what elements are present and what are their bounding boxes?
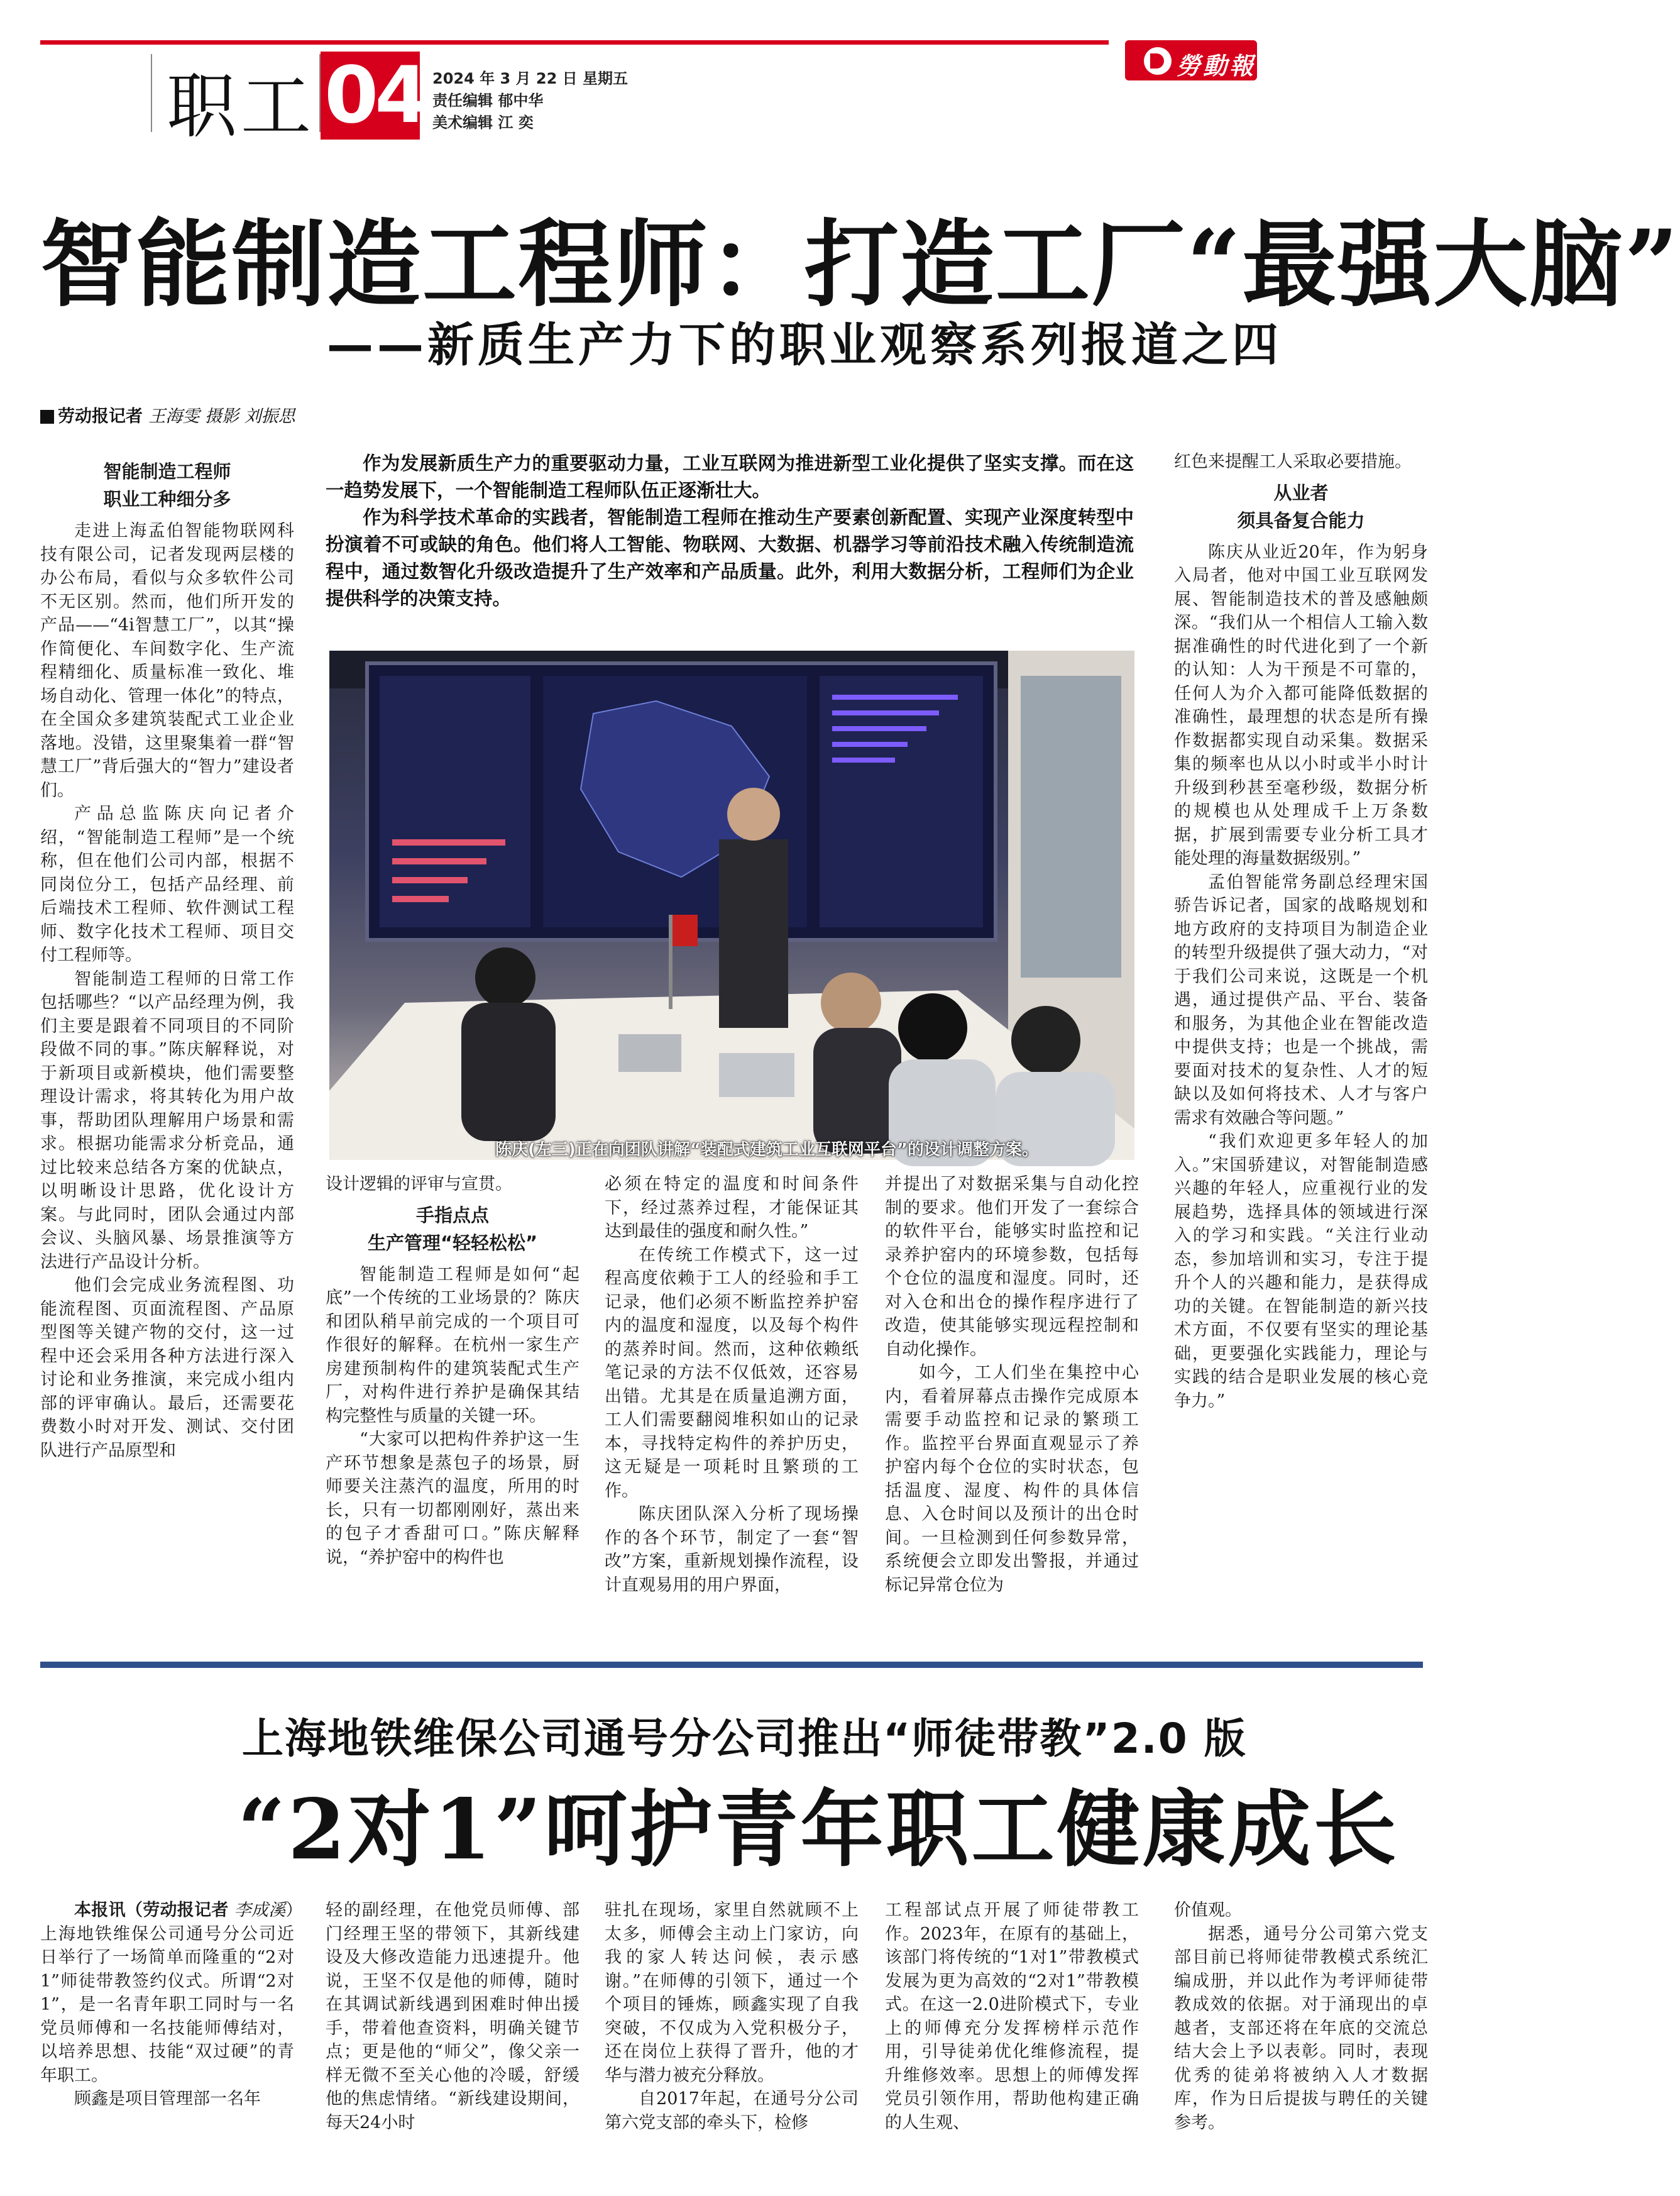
body-paragraph: 必须在特定的温度和时间条件下，经过蒸养过程，才能保证其达到最佳的强度和耐久性。”	[605, 1174, 859, 1241]
lead-paragraph: 作为科学技术革命的实践者，智能制造工程师在推动生产要素创新配置、实现产业深度转型中扮演着不可或缺的角色。他们将人工智能、物联网、大数据、机器学习等前沿技术融入传统制造流程中，通过数智化升级改造提升了生产效率和产品质量。此外，利用大数据分析，工程师们为企业提供科学的决策支持。	[326, 507, 1134, 609]
byline-label: 劳动报记者	[58, 407, 143, 426]
story2-column-3	[605, 1899, 859, 2178]
body-paragraph: ）上海地铁维保公司通号分公司近日举行了一场简单而隆重的“2对1”师徒带教签约仪式。所谓“2对1”，是一名青年职工同时与一名党员师傅和一名技能师傅结对，以培养思想、技能“双过硬”的青年职工。	[40, 1901, 295, 2085]
body-paragraph: 陈庆从业近20年，作为躬身入局者，他对中国工业互联网发展、智能制造技术的普及感触颇深。“我们从一个相信人工输入数据准确性的时代进化到了一个新的认知：人为干预是不可靠的，任何人为介入都可能降低数据的准确性，最理想的状态是所有操作数据都实现自动采集。数据采集的频率也从以小时或半小时计升级到秒甚至毫秒级，数据分析的规模也从处理成千上万条数据，扩展到需要专业分析工具才能处理的海量数据级别。”	[1174, 542, 1428, 868]
byline-names: 王海雯 摄影 刘振思	[148, 407, 295, 426]
news-photo	[329, 651, 1134, 1160]
byline	[40, 402, 295, 427]
body-paragraph: 孟伯智能常务副总经理宋国骄告诉记者，国家的战略规划和地方政府的支持项目为制造企业的转型升级提供了强大动力，“对于我们公司来说，这既是一个机遇，通过提供产品、平台、装备和服务，为其他企业在智能改造中提供支持；也是一个挑战，需要面对技术的复杂性、人才的短缺以及如何将技术、人才与客户需求有效融合等问题。”	[1174, 872, 1428, 1128]
story2-column-1	[40, 1899, 294, 2178]
section-heading: 智能制造工程师 职业工种细分多	[103, 461, 231, 510]
story2-column-5	[1174, 1899, 1428, 2178]
article-column-3	[605, 1172, 859, 1647]
body-paragraph: 工程部试点开展了师徒带教工作。2023年，在原有的基础上，该部门将传统的“1对1”带教模式发展为更为高效的“2对1”带教模式。在这一2.0进阶模式下，专业上的师傅充分发挥榜样示范作用，引导徒弟优化维修流程，提升维修效率。思想上的师傅发挥党员引领作用，帮助他构建正确的人生观、	[885, 1901, 1139, 2133]
responsible-editor: 责任编辑 郁中华	[432, 92, 544, 109]
masthead-top-rule	[40, 40, 1109, 45]
art-editor: 美术编辑 江 奕	[432, 114, 534, 131]
story2-title: “2对1”呵护青年职工健康成长	[238, 1781, 1399, 1879]
story-divider	[40, 1662, 1423, 1668]
byline-square-icon	[40, 410, 54, 424]
article-title: 智能制造工程师：打造工厂“最强大脑”	[40, 209, 1680, 320]
lead-paragraph: 作为发展新质生产力的重要驱动力量，工业互联网为推进新型工业化提供了坚实支撑。而在这一趋势发展下，一个智能制造工程师队伍正逐渐壮大。	[326, 453, 1134, 501]
body-paragraph: 走进上海孟伯智能物联网科技有限公司，记者发现两层楼的办公布局，看似与众多软件公司不无区别。然而，他们所开发的产品——“4i智慧工厂”，以其“操作简便化、车间数字化、生产流程精细化、质量标准一致化、堆场自动化、管理一体化”的特点，在全国众多建筑装配式工业企业落地。没错，这里聚集着一群“智慧工厂”背后强大的“智力”建设者们。	[40, 521, 294, 800]
story2-reporter: 李成溪	[234, 1901, 286, 1920]
logo-text: 勞動報	[1177, 52, 1256, 80]
article-column-5	[1174, 450, 1428, 1647]
photo-caption: 陈庆(左三)正在向团队讲解“装配式建筑工业互联网平台”的设计调整方案。	[495, 1140, 1038, 1159]
body-paragraph: 自2017年起，在通号分公司第六党支部的牵头下，检修	[605, 2089, 859, 2133]
photo-illustration	[329, 651, 1134, 1160]
body-paragraph: 顾鑫是项目管理部一名年	[74, 2089, 261, 2109]
logo-emblem-icon	[1144, 47, 1172, 75]
body-paragraph: 轻的副经理，在他党员师傅、部门经理王坚的带领下，其新线建设及大修改造能力迅速提升。他说，王坚不仅是他的师傅，随时在其调试新线遇到困难时伸出援手，带着他查资料，明确关键节点；更是他的“师父”，像父亲一样无微不至关心他的冷暖，舒缓他的焦虑情绪。“新线建设期间，每天24小时	[326, 1901, 579, 2133]
story2-column-4	[885, 1899, 1139, 2178]
story2-column-2	[326, 1899, 579, 2178]
article-lead	[326, 450, 1134, 612]
body-paragraph: 并提出了对数据采集与自动化控制的要求。他们开发了一套综合的软件平台，能够实时监控和记录养护窑内的环境参数，包括每个仓位的温度和湿度。同时，还对入仓和出仓的操作程序进行了改造，使其能够实现远程控制和自动化操作。	[885, 1174, 1139, 1359]
body-paragraph: 陈庆团队深入分析了现场操作的各个环节，制定了一套“智改”方案，重新规划操作流程，设计直观易用的用户界面，	[605, 1504, 859, 1595]
body-paragraph: 驻扎在现场，家里自然就顾不上太多，师傅会主动上门家访，向我的家人转达问候，表示感谢。”在师傅的引领下，通过一个个项目的锤炼，顾鑫实现了自我突破，不仅成为入党积极分子，还在岗位上获得了晋升，他的才华与潜力被充分释放。	[605, 1901, 859, 2085]
body-paragraph: “大家可以把构件养护这一生产环节想象是蒸包子的场景，厨师要关注蒸汽的温度，所用的时长，只有一切都刚刚好，蒸出来的包子才香甜可口。”陈庆解释说，“养护窑中的构件也	[326, 1430, 579, 1567]
body-paragraph: 智能制造工程师是如何“起底”一个传统的工业场景的？陈庆和团队稍早前完成的一个项目可作很好的解释。在杭州一家生产房建预制构件的建筑装配式生产厂，对构件进行养护是确保其结构完整性与质量的关键一环。	[326, 1264, 579, 1426]
body-paragraph: “我们欢迎更多年轻人的加入。”宋国骄建议，对智能制造感兴趣的年轻人，应重视行业的发展趋势，选择具体的领域进行深入的学习和实践。“关注行业动态，参加培训和实习，专注于提升个人的兴趣和能力，是获得成功的关键。在智能制造的新兴技术方面，不仅要有坚实的理论基础，更要强化实践能力，理论与实践的结合是职业发展的核心竞争力。”	[1174, 1132, 1428, 1411]
story2-lead-label: 本报讯（劳动报记者	[74, 1901, 229, 1920]
body-paragraph: 产品总监陈庆向记者介绍，“智能制造工程师”是一个统称，但在他们公司内部，根据不同岗位分工，包括产品经理、前后端技术工程师、软件测试工程师、数字化技术工程师、项目交付工程师等。	[40, 804, 294, 965]
story2-subtitle: 上海地铁维保公司通号分公司推出“师徒带教”2.0 版	[242, 1714, 1247, 1763]
article-column-4	[885, 1172, 1139, 1647]
body-paragraph: 在传统工作模式下，这一过程高度依赖于工人的经验和手工记录，他们必须不断监控养护窑内的温度和湿度，以及每个构件的蒸养时间。然而，这种依赖纸笔记录的方法不仅低效，还容易出错。尤其是在质量追溯方面，工人们需要翻阅堆积如山的记录本，寻找特定构件的养护历史，这无疑是一项耗时且繁琐的工作。	[605, 1245, 859, 1501]
body-paragraph: 如今，工人们坐在集控中心内，看着屏幕点击操作完成原本需要手动监控和记录的繁琐工作。监控平台界面直观显示了养护窑内每个仓位的实时状态，包括温度、湿度、构件的具体信息、入仓时间以及预计的出仓时间。一旦检测到任何参数异常，系统便会立即发出警报，并通过标记异常仓位为	[885, 1363, 1139, 1595]
article-column-2	[326, 1172, 579, 1647]
body-paragraph: 智能制造工程师的日常工作包括哪些？“以产品经理为例，我们主要是跟着不同项目的不同阶段做不同的事。”陈庆解释说，对于新项目或新模块，他们需要整理设计需求，将其转化为用户故事，帮助团队理解用户场景和需求。根据功能需求分析竞品，通过比较来总结各方案的优缺点，以明晰设计思路，优化设计方案。与此同时，团队会通过内部会议、头脑风暴、场景推演等方法进行产品设计分析。	[40, 969, 294, 1272]
issue-date: 2024 年 3 月 22 日 星期五	[432, 70, 629, 87]
page-number: 04	[324, 50, 425, 141]
body-paragraph: 红色来提醒工人采取必要措施。	[1174, 452, 1412, 472]
section-heading: 从业者 须具备复合能力	[1237, 482, 1365, 531]
article-column-1	[40, 453, 294, 1647]
section-heading: 手指点点 生产管理“轻轻松松”	[367, 1204, 538, 1254]
issue-meta	[432, 68, 628, 134]
body-paragraph: 据悉，通号分公司第六党支部目前已将师徒带教模式系统汇编成册，并以此作为考评师徒带教成效的依据。对于涌现出的卓越者，支部还将在年底的交流总结大会上予以表彰。同时，表现优秀的徒弟将被纳入人才数据库，作为日后提拔与聘任的关键参考。	[1174, 1924, 1428, 2133]
body-paragraph: 设计逻辑的评审与宣贯。	[326, 1174, 512, 1194]
body-paragraph: 价值观。	[1174, 1901, 1242, 1920]
body-paragraph: 他们会完成业务流程图、功能流程图、页面流程图、产品原型图等关键产物的交付，这一过程中还会采用各种方法进行深入讨论和业务推演，来完成小组内部的评审确认。最后，还需要花费数小时对开发、测试、交付团队进行产品原型和	[40, 1276, 294, 1460]
article-subtitle: ——新质生产力下的职业观察系列报道之四	[327, 318, 1282, 372]
section-name: 职工	[167, 66, 315, 148]
